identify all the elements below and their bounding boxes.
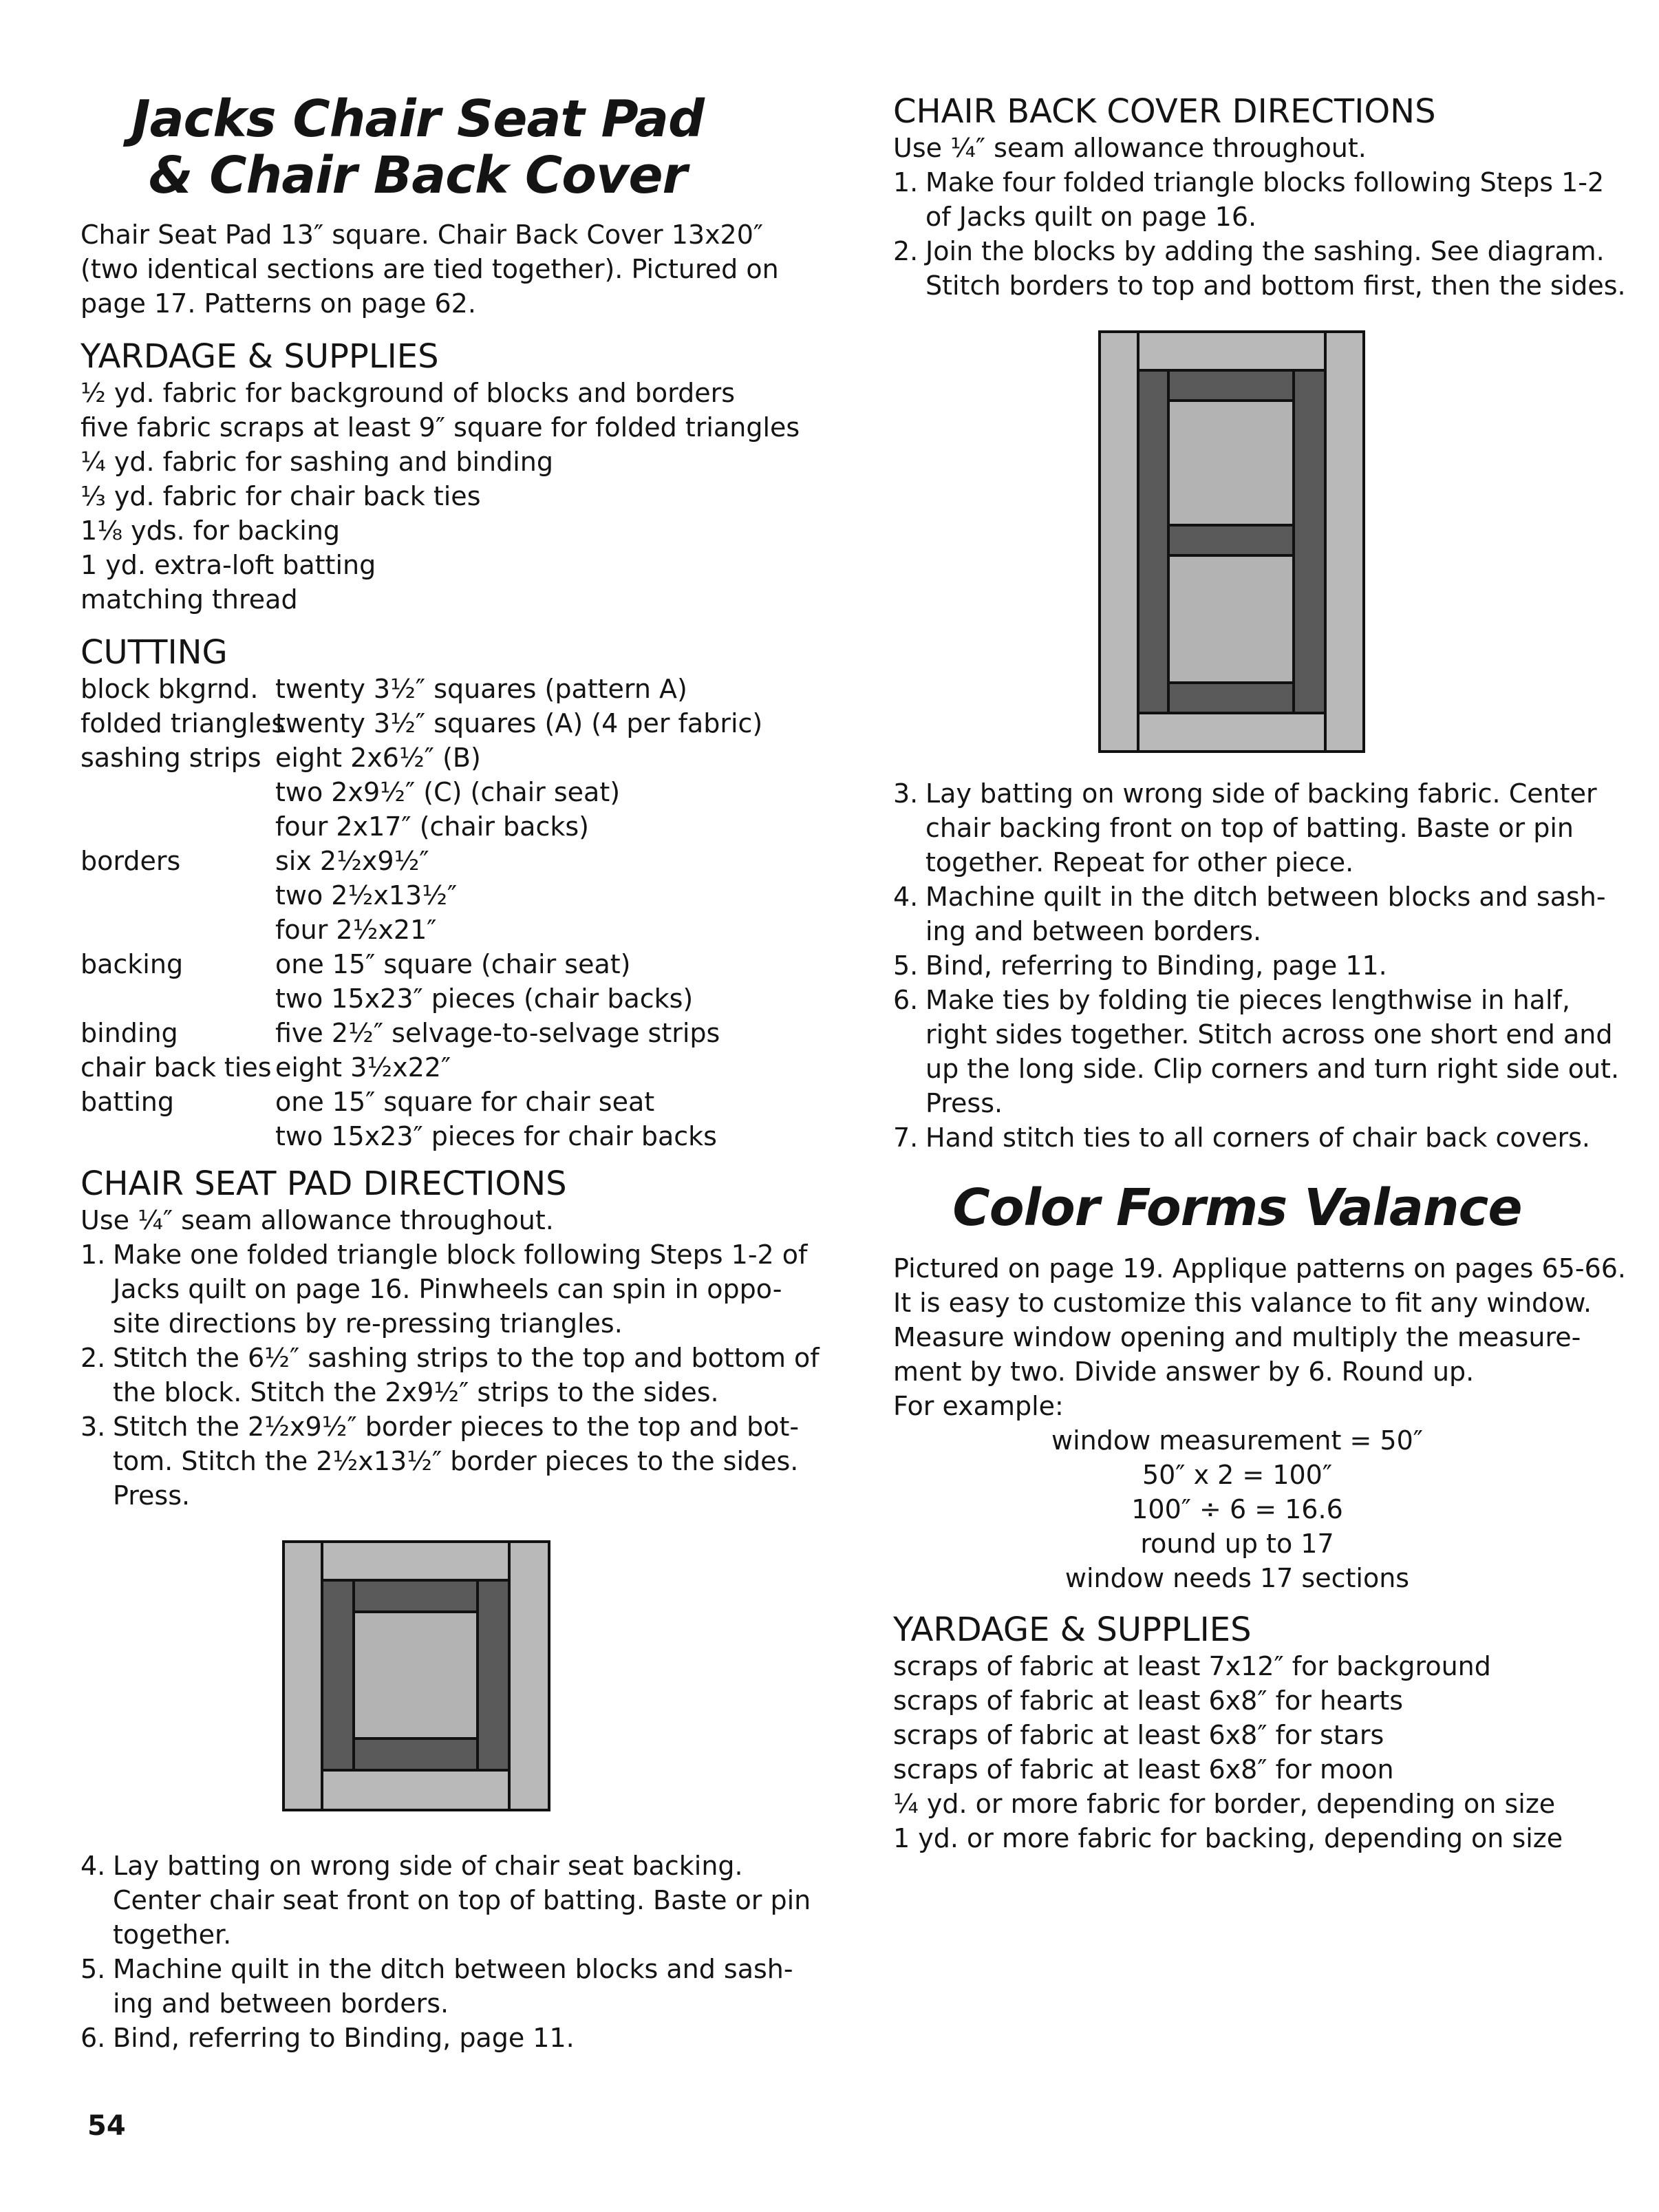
seat-sash-right [478,1580,509,1770]
step-text: Lay batting on wrong side of chair seat backing. [113,1851,743,1881]
cutting-label [81,878,273,913]
step-number: 3. [81,1412,106,1442]
supply-item: five fabric scraps at least 9″ square for folded triangles [81,412,800,443]
valance-intro-line: For example: [893,1391,1064,1421]
cutting-value: four 2½x21″ [275,915,437,945]
step-number: 2. [81,1343,106,1373]
seat-steps-list [81,1237,820,1513]
supply-item: 1 yd. or more fabric for backing, depending on size [893,1823,1563,1853]
chair-back-diagram [1098,330,1365,753]
cutting-heading: CUTTING [81,633,228,672]
seat-directions-heading: CHAIR SEAT PAD DIRECTIONS [81,1165,567,1203]
cutting-value: one 15″ square for chair seat [275,1087,655,1117]
cutting-value: two 2x9½″ (C) (chair seat) [275,777,621,807]
step-item [81,2021,775,2055]
back-directions-heading: CHAIR BACK COVER DIRECTIONS [893,92,1436,131]
cutting-label [81,913,273,947]
valance-yardage-list [893,1649,1563,1855]
supply-item: ½ yd. fabric for background of blocks and borders [81,378,736,408]
step-text: ing and between borders. [925,916,1262,946]
step-number: 1. [893,167,919,198]
cutting-label: sashing strips [81,743,261,773]
cutting-label: binding [81,1018,178,1048]
supply-item: scraps of fabric at least 6x8″ for moon [893,1754,1394,1785]
step-item [893,165,1605,234]
step-item [893,948,1581,983]
step-text: right sides together. Stitch across one short end and [925,1019,1613,1050]
back-sash-left [1138,370,1168,713]
supply-item: ¼ yd. or more fabric for border, depending on size [893,1789,1556,1819]
step-number: 6. [81,2023,106,2053]
example-line: 100″ ÷ 6 = 16.6 [1131,1494,1343,1524]
valance-intro-line: Pictured on page 19. Applique patterns on pages 65-66. [893,1253,1627,1284]
cutting-value: eight 2x6½″ (B) [275,743,481,773]
seat-center-block [354,1612,478,1738]
step-text: chair backing front on top of batting. Baste or pin [925,813,1574,843]
supply-item: ¼ yd. fabric for sashing and binding [81,447,553,477]
step-item [81,1237,808,1341]
back-steps-list-continued [893,776,1620,1155]
cutting-label: backing [81,949,184,979]
step-text: Stitch the 6½″ sashing strips to the top and bottom of [113,1343,820,1373]
cutting-value: twenty 3½″ squares (A) (4 per fabric) [275,708,763,738]
cutting-label [81,809,273,844]
cutting-label: folded triangles [81,708,286,738]
cutting-value: two 2½x13½″ [275,880,458,911]
step-text: tom. Stitch the 2½x13½″ border pieces to the sides. [113,1446,799,1476]
step-text: ing and between borders. [113,1988,449,2019]
chair-seat-diagram [282,1540,550,1811]
step-text: Stitch borders to top and bottom first, then the sides. [925,270,1626,301]
step-text: the block. Stitch the 2x9½″ strips to the sides. [113,1377,719,1407]
cutting-value: twenty 3½″ squares (pattern A) [275,674,687,704]
back-allowance-note: Use ¼″ seam allowance throughout. [893,133,1367,163]
step-text: of Jacks quilt on page 16. [925,202,1257,232]
cutting-value: two 15x23″ pieces for chair backs [275,1121,717,1151]
example-line: window needs 17 sections [1064,1563,1410,1593]
supply-item: scraps of fabric at least 6x8″ for stars [893,1720,1384,1750]
step-number: 4. [893,882,919,912]
step-item [893,776,1597,880]
seat-steps-list-continued [81,1849,811,2055]
step-text: Join the blocks by adding the sashing. See diagram. [925,236,1605,266]
step-number: 7. [893,1123,919,1153]
valance-intro [893,1251,1626,1423]
step-number: 3. [893,778,919,809]
step-item [893,880,1606,948]
step-text: Make one folded triangle block following Steps 1-2 of [113,1240,808,1270]
cutting-labels [81,672,286,1153]
step-number: 1. [81,1240,106,1270]
title-line-1: Jacks Chair Seat Pad [131,89,704,149]
step-text: Bind, referring to Binding, page 11. [113,2023,575,2053]
step-item [81,1849,811,1952]
step-text: Make four folded triangle blocks following Steps 1-2 [925,167,1605,198]
seat-allowance-note: Use ¼″ seam allowance throughout. [81,1205,554,1235]
step-text: Make ties by folding tie pieces lengthwise in half, [925,985,1570,1015]
step-text: Machine quilt in the ditch between blocks and sash- [113,1954,793,1984]
cutting-label: borders [81,846,181,876]
back-block-bottom [1168,555,1294,683]
cutting-label [81,981,273,1016]
cutting-values [275,672,762,1153]
supply-item: scraps of fabric at least 7x12″ for background [893,1651,1491,1681]
step-text: Machine quilt in the ditch between blocks and sash- [925,882,1606,912]
cutting-value: six 2½x9½″ [275,846,429,876]
step-text: together. [113,1919,232,1950]
step-text: up the long side. Clip corners and turn right side out. [925,1054,1620,1084]
cutting-value: two 15x23″ pieces (chair backs) [275,983,694,1014]
back-block-top [1168,401,1294,525]
step-text: Stitch the 2½x9½″ border pieces to the top and bot- [113,1412,800,1442]
step-text: Press. [925,1088,1003,1118]
step-item [893,234,1626,303]
step-number: 5. [81,1954,106,1984]
example-line: window measurement = 50″ [1051,1425,1423,1456]
step-item [893,983,1620,1120]
back-sash-top [1168,370,1294,401]
intro-line: (two identical sections are tied together). Pictured on [81,254,779,284]
supply-item: 1 yd. extra-loft batting [81,550,376,580]
cutting-table [81,672,769,1153]
cutting-value: eight 3½x22″ [275,1052,451,1083]
step-text: together. Repeat for other piece. [925,847,1354,878]
yardage-list [81,376,800,617]
back-sash-right [1294,370,1325,713]
step-item [81,1410,800,1513]
back-sash-middle [1168,525,1294,555]
step-text: Press. [113,1480,191,1511]
cutting-label: batting [81,1087,174,1117]
intro-paragraph [81,217,779,321]
step-text: Hand stitch ties to all corners of chair back covers. [925,1123,1590,1153]
cutting-label: block bkgrnd. [81,674,259,704]
step-number: 6. [893,985,919,1015]
back-steps-list [893,165,1626,303]
yardage-heading: YARDAGE & SUPPLIES [81,337,439,376]
cutting-value: one 15″ square (chair seat) [275,949,631,979]
step-item [81,1341,820,1410]
supply-item: matching thread [81,584,298,615]
seat-sash-bottom [354,1738,478,1770]
valance-intro-line: Measure window opening and multiply the measure- [893,1322,1581,1352]
valance-intro-line: ment by two. Divide answer by 6. Round up. [893,1357,1475,1387]
valance-title: Color Forms Valance [952,1178,1522,1237]
cutting-value: five 2½″ selvage-to-selvage strips [275,1018,720,1048]
step-text: Bind, referring to Binding, page 11. [925,950,1387,981]
cutting-label: chair back ties [81,1052,272,1083]
title-line-2: & Chair Back Cover [148,146,687,205]
step-number: 2. [893,236,919,266]
back-sash-bottom [1168,683,1294,713]
step-number: 5. [893,950,919,981]
supply-item: 1⅛ yds. for backing [81,515,341,546]
cutting-value: four 2x17″ (chair backs) [275,811,589,842]
intro-line: page 17. Patterns on page 62. [81,288,476,319]
valance-yardage-heading: YARDAGE & SUPPLIES [893,1610,1252,1649]
example-calculation [893,1423,1581,1595]
step-text: Lay batting on wrong side of backing fabric. Center [925,778,1597,809]
valance-intro-line: It is easy to customize this valance to fit any window. [893,1288,1592,1318]
cutting-label [81,775,273,809]
supply-item: ⅓ yd. fabric for chair back ties [81,481,481,511]
seat-sash-top [354,1580,478,1612]
step-text: Jacks quilt on page 16. Pinwheels can spin in oppo- [113,1274,782,1304]
cutting-label [81,1119,273,1153]
example-line: 50″ x 2 = 100″ [1142,1460,1333,1490]
example-line: round up to 17 [1140,1529,1334,1559]
project-title [81,91,755,204]
intro-line: Chair Seat Pad 13″ square. Chair Back Cover 13x20″ [81,220,764,250]
page-number: 54 [87,2110,126,2142]
step-number: 4. [81,1851,106,1881]
step-item [893,1120,1590,1155]
seat-sash-left [322,1580,354,1770]
supply-item: scraps of fabric at least 6x8″ for hearts [893,1685,1404,1716]
step-text: site directions by re-pressing triangles. [113,1308,623,1339]
step-text: Center chair seat front on top of batting. Baste or pin [113,1885,811,1915]
step-item [81,1952,793,2021]
